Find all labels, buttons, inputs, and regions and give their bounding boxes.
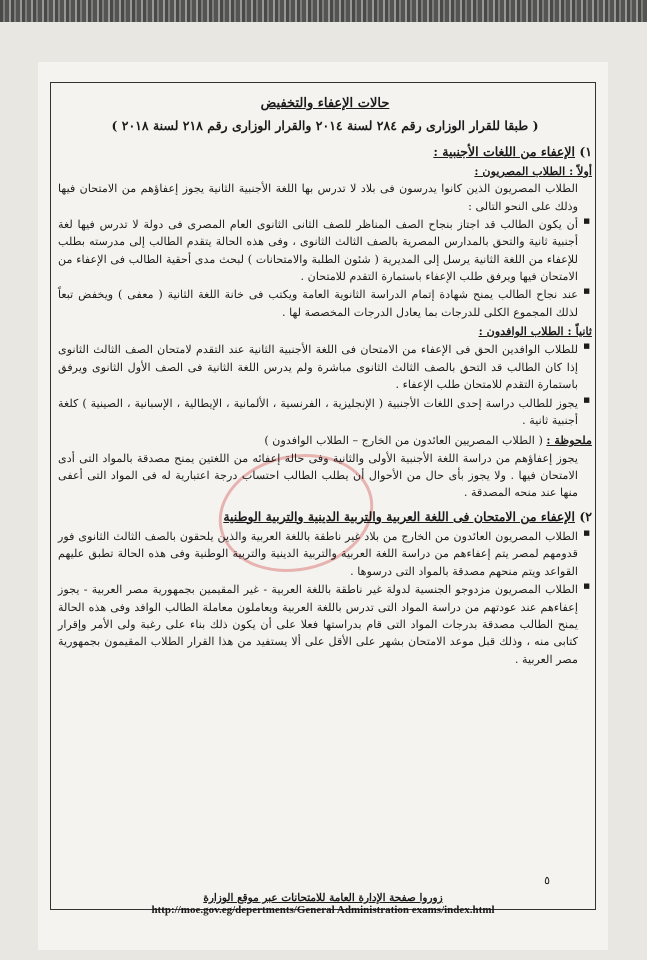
section2-title: الإعفاء من الامتحان فى اللغة العربية والتربية الدينية والتربية الوطنية [223, 508, 575, 524]
document-title: حالات الإعفاء والتخفيض [260, 96, 390, 111]
note-text: يجوز إعفاؤهم من دراسة اللغة الأجنبية الأولى والثانية وفى حالة إعفائه من اللغتين يمنح مصدقة بالمواد التى أدى الامتحان فيها . ولا يجوز بأى حال من الأحوال أن يطلب الطالب احتساب درجة اعتبارية له فى المواد التى أعفى منها عند منحه المصدقة . [58, 451, 578, 500]
footer-url-link[interactable]: http://moe.gov.eg/depertments/General Administration exams/index.html [151, 904, 495, 916]
document-subtitle: ( طبقا للقرار الوزارى رقم ٢٨٤ لسنة ٢٠١٤ والقرار الوزارى رقم ٢١٨ لسنة ٢٠١٨ ) [111, 118, 539, 134]
part2-label: ثانياً : الطلاب الوافدون : [478, 324, 592, 339]
part2-list [58, 341, 592, 429]
section2-list [58, 528, 592, 668]
footer [38, 892, 608, 916]
part1-list [58, 216, 592, 321]
section2-heading [58, 507, 592, 526]
list-item: ■ يجوز للطالب دراسة إحدى اللغات الأجنبية ( الإنجليزية ، الفرنسية ، الألمانية ، الإيطالية ، الإسبانية ، الصينية ) كلغة أجنبية ثانية . [58, 395, 578, 430]
document-page [38, 62, 608, 950]
document-content [58, 94, 592, 669]
list-item: ■ الطلاب المصريون العائدون من الخارج من بلاد غير ناطقة باللغة العربية والذين يلحقون بالصف الثالث الثانوى فور قدومهم لمصر يتم إعفاءهم من دراسة اللغة العربية والتربية الدينية والتربية الوطنية وفى هذه الحالة تطبق عليهم القواعد ويتم منحهم مصدقة بالمواد التى درسوها . [58, 528, 578, 580]
note-block [58, 432, 592, 501]
section2-number: ٢) [579, 508, 592, 524]
note-label: ملحوظة : [546, 433, 592, 448]
list-item: ■ عند نجاح الطالب يمنح شهادة إتمام الدراسة الثانوية العامة ويكتب فى خانة اللغة الثانية ( معفى ) ويخفض تبعاً لذلك المجموع الكلى للدرجات بما يعادل الدرجات المخصصة لها . [58, 286, 578, 321]
section1-number: ١) [579, 143, 592, 159]
page-number: ٥ [544, 874, 550, 887]
list-item: ■ أن يكون الطالب قد اجتاز بنجاح الصف المناظر للصف الثانى الثانوى العام المصرى فى دولة لا تدرس فيها لغة أجنبية ثانية والتحق بالمدارس المصرية بالصف الثالث الثانوى ، وفى هذه الحالة يتقدم الطالب إلى مدرسته بطلب للإعفاء من اللغة الثانية يرسل إلى المديرية ( شئون الطلبة والامتحانات ) لبحث مدى أحقية الطالب فى الإعفاء من الامتحان فيها ويرفق طلب الإعفاء باستمارة التقدم للامتحان . [58, 216, 578, 285]
part1-intro: الطلاب المصريون الذين كانوا يدرسون فى بلاد لا تدرس بها اللغة الأجنبية الثانية يجوز إعفاؤهم من الامتحان فيها وذلك على النحو التالى : [58, 182, 578, 213]
list-item: ■ للطلاب الوافدين الحق فى الإعفاء من الامتحان فى اللغة الأجنبية الثانية عند التقدم لامتحان الصف الثالث الثانوى إذا كان الطالب قد التحق بالصف الثالث الثانوى مباشرة ولم يدرس اللغة الثانية فى الصف الأول الثانوى ويرفق باستمارة التقدم للامتحان طلب الإعفاء . [58, 341, 578, 393]
list-item: ■ الطلاب المصريون مزدوجو الجنسية لدولة غير ناطقة باللغة العربية - غير المقيمين بجمهورية مصر العربية - يجوز إعفاءهم عند عودتهم من دراسة المواد التى تدرس باللغة العربية ويعاملون معاملة الطالب الوافد وفى هذه الحالة يمنح الطالب مصدقة بدرجات المواد التى قام بدراستها فعلا على أن يكون ذلك بناء على رغبة ولى الأمر وإقرار كتابى منه ، وذلك قبل موعد الامتحان بشهر على الأقل على ألا يستفيد من هذا القرار الطلاب المقيمون بجمهورية مصر العربية . [58, 581, 578, 668]
section1-heading [58, 142, 592, 161]
footer-caption: زوروا صفحة الإدارة العامة للامتحانات عبر موقع الوزارة [203, 892, 443, 904]
part1-label: أولاً : الطلاب المصريون : [474, 163, 592, 178]
section1-title: الإعفاء من اللغات الأجنبية : [433, 143, 575, 159]
scan-edge [0, 0, 647, 22]
note-head: ( الطلاب المصريين العائدون من الخارج – الطلاب الوافدون ) [264, 434, 543, 448]
